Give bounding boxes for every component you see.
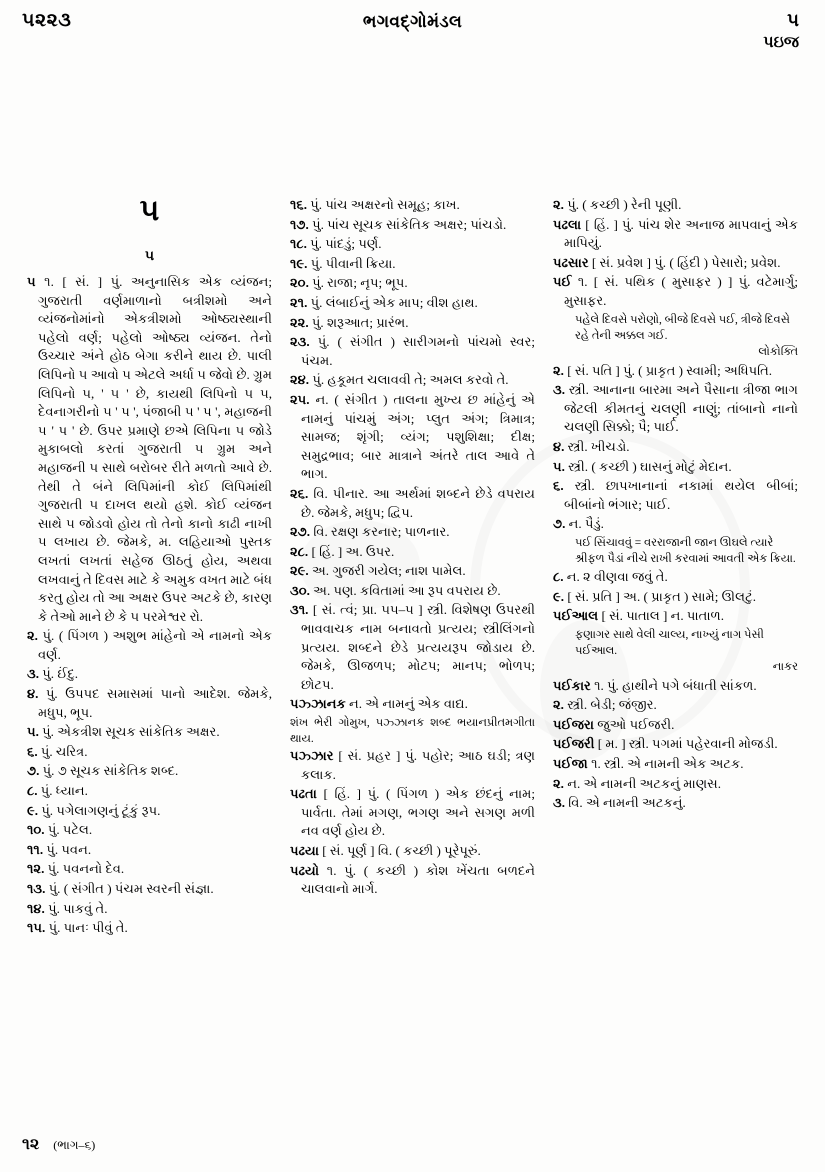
entry-definition: પું. રાજા; નૃપ; ભૂપ. [312, 275, 408, 291]
dictionary-entry [290, 294, 535, 313]
page-number-left: ૫૨૨૩ [22, 10, 72, 31]
dictionary-entry [27, 821, 272, 840]
dictionary-entry [553, 775, 798, 794]
entry-definition: [ સં. પ્રવેશ ] પું. ( હિંદી ) પેસારો; પ્રવેશ. [588, 254, 781, 270]
entry-definition: પું. પાંચ સૂચક સાંકેતિક અક્ષર; પાંચડો. [312, 216, 507, 232]
entry-definition: [ સં. પ્રતિ ] અ. ( પ્રાકૃત ) સામે; ઊલટું. [567, 588, 756, 604]
entry-definition: પું. હકૂમત ચલાવવી તે; અમલ કરવો તે. [312, 372, 509, 388]
dictionary-entry [290, 485, 535, 522]
entry-sense-number: ૭. [27, 763, 43, 779]
entry-definition: વિ. પીનાર. આ અર્થમાં શબ્દને છેડે વપરાય છે. જેમકે, મધુપ; દ્વિપ. [301, 485, 535, 520]
entry-citation-verse [290, 715, 535, 747]
dictionary-entry [290, 216, 535, 235]
entry-sense-number: ૮. [553, 568, 567, 584]
dictionary-entry [553, 515, 798, 534]
entry-quotation: પહેલે દિવસે પરોણો, બીજે દિવસે પઈ, ત્રીજે દિવસે રહે તેની અક્કલ ગઈ. [575, 313, 790, 342]
dictionary-entry [553, 677, 798, 696]
entry-definition: [ મ. ] સ્ત્રી. પગમાં પહેરવાની મોજડી. [594, 736, 778, 752]
dictionary-entry [553, 216, 798, 253]
entry-definition: પું. પાંચ અક્ષરનો સમૂહ; કાખ. [310, 197, 460, 212]
entry-headword: પઢતા [290, 786, 317, 802]
entry-sense-number: ૨૯. [290, 563, 312, 579]
entry-sense-number: ૨૨. [290, 314, 312, 330]
entry-sense-number: ૧૧. [27, 841, 47, 857]
entry-quotation: પઈ સિંચાવવું = વરરાજાની જાન ઊઘલે ત્યારે શ્રીફળ પૈડાં નીચે રાખી કરવામાં આવતી એક ક્રિયા. [575, 536, 796, 565]
dictionary-entry [27, 685, 272, 722]
column-3 [544, 196, 807, 939]
entry-definition: પું. પાનઃ પીવું તે. [48, 920, 128, 936]
entry-sense-number: ૨૬. [290, 485, 314, 501]
entry-sense-number: ૬. [27, 743, 41, 759]
entry-sense-number: ૧૨. [27, 861, 48, 877]
entry-definition: [ સં. પાતાલ ] ન. પાતાળ. [598, 608, 725, 624]
entry-source-citation: લોકોક્તિ [758, 345, 798, 358]
column-2 [281, 196, 544, 939]
entry-sense-number: ૨. [553, 775, 568, 791]
dictionary-entry [290, 196, 535, 215]
column-1 [18, 196, 281, 939]
entry-definition: પું. પાકવું તે. [48, 900, 108, 916]
entry-definition: પું. ઉપપદ સમાસમાં પાનો આદેશ. જેમકે, મધુપ, ભૂપ. [38, 686, 272, 720]
entry-definition: [ સં. પતિ ] પું. ( પ્રાકૃત ) સ્વામી; અધિપતિ. [567, 362, 773, 378]
entry-sense-number: ૨૧. [290, 294, 311, 310]
dictionary-entry [290, 862, 535, 899]
entry-sense-number: ૮. [27, 783, 41, 799]
entry-sense-number: ૨૮. [290, 543, 312, 559]
dictionary-entry [27, 762, 272, 781]
entry-sense-number: ૫ [27, 274, 45, 289]
entry-definition: ૧. સ્ત્રી. એ નામની એક અટક. [587, 756, 744, 772]
entry-definition: વિ. રક્ષણ કરનાર; પાળનાર. [313, 524, 450, 540]
entry-sense-number: ૨૩. [290, 334, 318, 350]
entry-sense-number: ૩૧. [290, 602, 313, 618]
dictionary-entry [553, 458, 798, 477]
entry-sense-number: ૧૯. [290, 255, 311, 271]
entry-sense-number: ૧૪. [27, 900, 49, 916]
dictionary-entry [553, 362, 798, 381]
entry-headword: પઈજરી [553, 736, 595, 752]
entry-sense-number: ૫. [27, 724, 43, 740]
dictionary-entry [553, 254, 798, 273]
entry-definition: પું. ચરિત્ર. [40, 743, 88, 759]
entry-headword: પઝ્ઝાર [290, 748, 334, 764]
dictionary-entry [290, 255, 535, 274]
dictionary-entry [27, 900, 272, 919]
dictionary-entry [553, 607, 798, 626]
entry-definition: પું. પાંદડું; પર્ણ. [310, 236, 382, 252]
entry-quotation: ફણાગર સાથે વેલી ચાલ્ય, નાખ્યું નાગ પેસી પઈઆલ. [575, 628, 764, 657]
entry-definition: સ્ત્રી. બેડી; જંજીર. [567, 697, 657, 713]
dictionary-entry [553, 438, 798, 457]
entry-definition: [ હિં. ] પું. ( પિંગળ ) એક છંદનું નામ; પાર્વતા. તેમાં મગણ, ભગણ અને સગણ મળી નવ વર્ણ હોય છે. [301, 786, 535, 839]
entry-sense-number: ૧૩. [27, 881, 49, 896]
entry-definition: પું. પવનનો દેવ. [47, 861, 125, 877]
entry-definition: પું. ૭ સૂચક સાંકેતિક શબ્દ. [42, 763, 179, 779]
entry-definition: વિ. એ નામની અટકનું. [568, 795, 686, 811]
entry-definition: અ. પણ. કવિતામાં આ રૂપ વપરાય છે. [313, 582, 501, 598]
entry-definition: સ્ત્રી. ( કચ્છી ) ઘાસનું મોટું મેદાન. [568, 458, 732, 474]
entry-definition: પું. લંબાઈનું એક માપ; વીશ હાથ. [310, 294, 478, 310]
entry-sense-number: ૩. [553, 795, 569, 811]
running-head [22, 8, 803, 60]
entry-sense-number: ૧૮. [290, 236, 311, 252]
entry-definition: સ્ત્રી. છાપખાનાનાં નકામાં થયેલ બીબાં; બીબાંનો ભંગાર; પાઈ. [564, 478, 798, 512]
dictionary-entry [27, 273, 272, 626]
entry-sense-number: ૨૪. [290, 372, 313, 388]
entry-sense-number: ૧૬. [290, 197, 311, 212]
dictionary-entry [290, 601, 535, 694]
dictionary-entry [553, 755, 798, 774]
entry-definition: પું. પગેલાગણનું ટૂંકું રૂપ. [41, 802, 161, 818]
dictionary-entry [290, 543, 535, 562]
entry-definition: પું. ( સંગીત ) સારીગમનો પાંચમો સ્વર; પંચમ. [301, 334, 535, 368]
catchword: પઇજ [763, 34, 799, 52]
entry-sense-number: ૩. [553, 382, 569, 398]
column-3-entries [553, 196, 798, 813]
dictionary-entry [27, 841, 272, 860]
dictionary-entry [27, 723, 272, 742]
entry-definition: પું. ધ્યાન. [40, 783, 88, 799]
entry-sense-number: ૨૦. [290, 275, 313, 291]
entry-sense-number: ૧૭. [290, 216, 313, 232]
entry-definition: [ સં. પૂર્ણ ] વિ. ( કચ્છી ) પૂરેપૂરું. [318, 843, 481, 858]
entry-definition: પું. ( પિંગળ ) અશુભ માંહેનો એ નામનો એક વર્ણ. [38, 628, 272, 662]
dictionary-entry [290, 274, 535, 293]
entry-definition: પું. શરૂઆત; પ્રારંભ. [311, 314, 409, 330]
dictionary-entry [27, 880, 272, 899]
entry-sense-number: ૨૫. [290, 391, 316, 407]
entry-definition: ન. એ નામની અટકનું માણસ. [567, 775, 722, 791]
dictionary-entry [290, 582, 535, 601]
entry-sense-number: ૨. [553, 197, 568, 212]
entry-definition: સ્ત્રી. આનાના બારમા અને પૈસાના ત્રીજા ભાગ જેટલી કીમતનું ચલણી નાણું; તાંબાનો નાનો ચલણી સિક્કો; પૈ; પાર્ઈ. [564, 382, 798, 435]
entry-sense-number: ૩. [27, 666, 43, 682]
entry-sense-number: ૩૦. [290, 582, 314, 598]
entry-sense-number: ૨. [553, 362, 568, 378]
entry-definition: ન. એ નામનું એક વાદ્ય. [345, 696, 468, 712]
dictionary-entry [290, 842, 535, 861]
running-head-right [763, 8, 799, 54]
entry-definition: પું. પવન. [46, 841, 92, 857]
dictionary-entry [290, 695, 535, 714]
section-letter: ૫ [787, 10, 799, 30]
entry-sense-number: ૬. [553, 478, 575, 494]
dictionary-entry [27, 802, 272, 821]
entry-sense-number: ૨૭. [290, 524, 314, 540]
entry-definition: પું. ઈંદુ. [42, 666, 79, 682]
column-2-entries [290, 196, 535, 899]
entry-sense-number: ૪. [27, 686, 46, 702]
dictionary-entry [290, 747, 535, 784]
entry-headword: પઢયો [290, 862, 320, 878]
entry-definition: ન. ૨ વીણવા જવું તે. [566, 568, 668, 584]
entry-sense-number: ૨. [553, 697, 568, 713]
dictionary-entry [290, 371, 535, 390]
entry-headword: પઈકાર [553, 677, 591, 693]
entry-definition: [ હિં. ] પું. પાંચ શેર અનાજ માપવાનું એક માપિયું. [564, 216, 798, 251]
entry-sense-number: ૧૦. [27, 822, 48, 838]
entry-headword: પઢલા [553, 216, 582, 232]
entry-headword: પઈઆલ [553, 608, 599, 624]
entry-headword: પઈજા [553, 756, 588, 772]
dictionary-entry [553, 568, 798, 587]
entry-definition: ૧. [ સં. પથિક ( મુસાફર ) ] પું. વટેમાર્ગુ; મુસાફર. [564, 274, 798, 308]
section-big-letter: ૫ [139, 194, 160, 227]
entry-definition: પું. ( સંગીત ) પંચમ સ્વરની સંજ્ઞા. [48, 881, 214, 896]
dictionary-entry [553, 381, 798, 437]
entry-definition: [ સં. ત્વં; પ્રા. ૫૫–૫ ] સ્ત્રી. વિશેષણ ઉપરથી ભાવવાચક નામ બનાવતો પ્રત્યય; સ્ત્રીલિંગનો પ્રત્યય. શબ્દને છેડે પ્રત્યયરૂપ જોડાય છે. જેમકે, ઊજળપ; મોટપ; માનપ; ભોળપ; છોટપ. [301, 602, 535, 692]
entry-definition: ૧. [ સં. ] પું. અનુનાસિક એક વ્યંજન; ગુજરાતી વર્ણમાળાનો બત્રીશમો અને વ્યંજનોમાંનો એકત્રીશમો ઓષ્ઠ્યસ્થાની પહેલો વર્ણ; પહેલો ઓષ્ઠ્ય વ્યંજન. તેનો ઉચ્ચાર અંને હોઠ બેગા કરીને થાય છે. પાલી લિપિનો ૫ આવો ૫ એટલે અર્ધા ૫ જેવો છે. ગ્રુમ લિપિનો ૫, ' ૫ ' છે, કાયથી લિપિનો ૫ ૫, દેવનાગરીનો ૫ ' પ ', પંજાબી ૫ ' પ ', મહાજની ૫ ' પ ' છે. ઉપર પ્રમાણે છએ લિપિના ૫ જોડે મુકાબલો કરતાં ગુજરાતી ૫ ગ્રુમ અને મહાજની ૫ સાથે બરોબર રીતે મળતો આવે છે. તેથી તે બંને લિપિમાંની કોઈ લિપિમાંથી ગુજરાતી ૫ દાખલ થયો હશે. કોઈ વ્યંજન સાથે ૫ જોડવો હોય તો તેનો કાનો કાઢી નાખી ૫ લખાય છે. જેમકે, મ. લહિયાઓ પુસ્તક લખતાં લખતાં સહેજ ઊઠતું હોય, અથવા લખવાનું તે દિવસ માટે કે અમુક વખત માટે બંધ કરતુ હોય તો આ અક્ષર ઉપર અટકે છે, કારણ કે તેઓ માને છે કે ૫ પરમેશ્વર રો. [38, 274, 272, 624]
entry-sense-number: ૯. [553, 588, 568, 604]
column-container [18, 196, 807, 939]
dictionary-entry [290, 333, 535, 370]
dictionary-entry [553, 696, 798, 715]
dictionary-entry [290, 785, 535, 841]
dictionary-entry [27, 743, 272, 762]
entry-definition: ન. ( સંગીત ) તાલના મુખ્ય છ માંહેનું એ નામનું પાંચમું અંગ; પ્લુત અંગ; ત્રિમાત્ર; સામજ; શૃંગી; વ્યંગ; પશુશિક્ષા; દીક્ષ; સમુદ્રભાવ; બાર માત્રાને અંતરે તાલ આવે તે ભાગ. [301, 391, 535, 482]
verse-text: શંખ ભેરી ગોમુખ, પઝ્ઝાનક શબ્દ ભયાન થાય. [290, 717, 487, 746]
entry-sense-number: ૫. [553, 458, 569, 474]
entry-headword: પઢસાર [553, 254, 589, 270]
entry-headword: પઈજરા [553, 716, 594, 732]
entry-sense-number: ૪. [553, 438, 568, 454]
footer-volume-note: (ભાગ–૬) [53, 1138, 96, 1152]
column-letter-mark: ૫ [144, 249, 155, 264]
dictionary-entry [27, 919, 272, 938]
dictionary-entry [553, 477, 798, 514]
entry-definition: પું. પીવાની ક્રિયા. [310, 255, 396, 271]
entry-definition: અ. ગુજરી ગયેલ; નાશ પામેલ. [311, 563, 466, 579]
entry-definition: ન. પૈડું. [568, 516, 604, 532]
entry-definition: પું. ( કચ્છી ) રેની પૂણી. [567, 197, 682, 212]
dictionary-entry [290, 235, 535, 254]
entry-sense-number: ૨. [27, 628, 43, 644]
dictionary-entry [553, 588, 798, 607]
dictionary-entry [290, 391, 535, 484]
verse-source: પ્રીતમગીતા [486, 717, 535, 730]
dictionary-entry [553, 735, 798, 754]
entry-definition: ૧. પું. ( કચ્છી ) કોશ ખેંચતા બળદને ચાલવાનો માર્ગ. [301, 862, 535, 897]
book-title: ભગવદ્ગોમંડલ [362, 12, 463, 31]
footer-page-number: ૧૨ [22, 1136, 40, 1153]
entry-definition: જુઓ પઈજરી. [593, 716, 675, 732]
entry-definition: [ હિં. ] અ. ઉપર. [311, 543, 395, 559]
dictionary-entry [553, 196, 798, 215]
entry-headword: પઈ [553, 274, 572, 290]
entry-definition: ૧. પું. હાથીને પગે બંધાતી સાંકળ. [590, 677, 757, 693]
dictionary-entry [27, 627, 272, 664]
entry-source-citation: નાકર [772, 660, 798, 673]
dictionary-entry [27, 782, 272, 801]
dictionary-entry [553, 273, 798, 310]
entry-sense-number: ૯. [27, 802, 42, 818]
entry-definition: પું. પટેલ. [47, 822, 93, 838]
dictionary-entry [27, 665, 272, 684]
dictionary-entry [290, 314, 535, 333]
entry-sense-number: ૧૫. [27, 920, 49, 936]
dictionary-entry [553, 716, 798, 735]
entry-definition: પું. એકત્રીશ સૂચક સાંકેતિક અક્ષર. [42, 724, 220, 740]
entry-definition: સ્ત્રી. ખીચડો. [567, 438, 630, 454]
footer [22, 1136, 95, 1154]
entry-sense-number: ૭. [553, 516, 569, 532]
dictionary-entry [27, 860, 272, 879]
dictionary-entry [290, 523, 535, 542]
dictionary-entry [290, 562, 535, 581]
entry-headword: પઝ્ઝાનક [290, 696, 346, 712]
entry-definition: [ સં. પ્રહર ] પું. પહોર; આઠ ઘડી; ત્રણ કલાક. [301, 748, 535, 782]
column-1-entries [27, 273, 272, 938]
entry-headword: પઢયા [290, 843, 319, 858]
dictionary-entry [553, 794, 798, 813]
